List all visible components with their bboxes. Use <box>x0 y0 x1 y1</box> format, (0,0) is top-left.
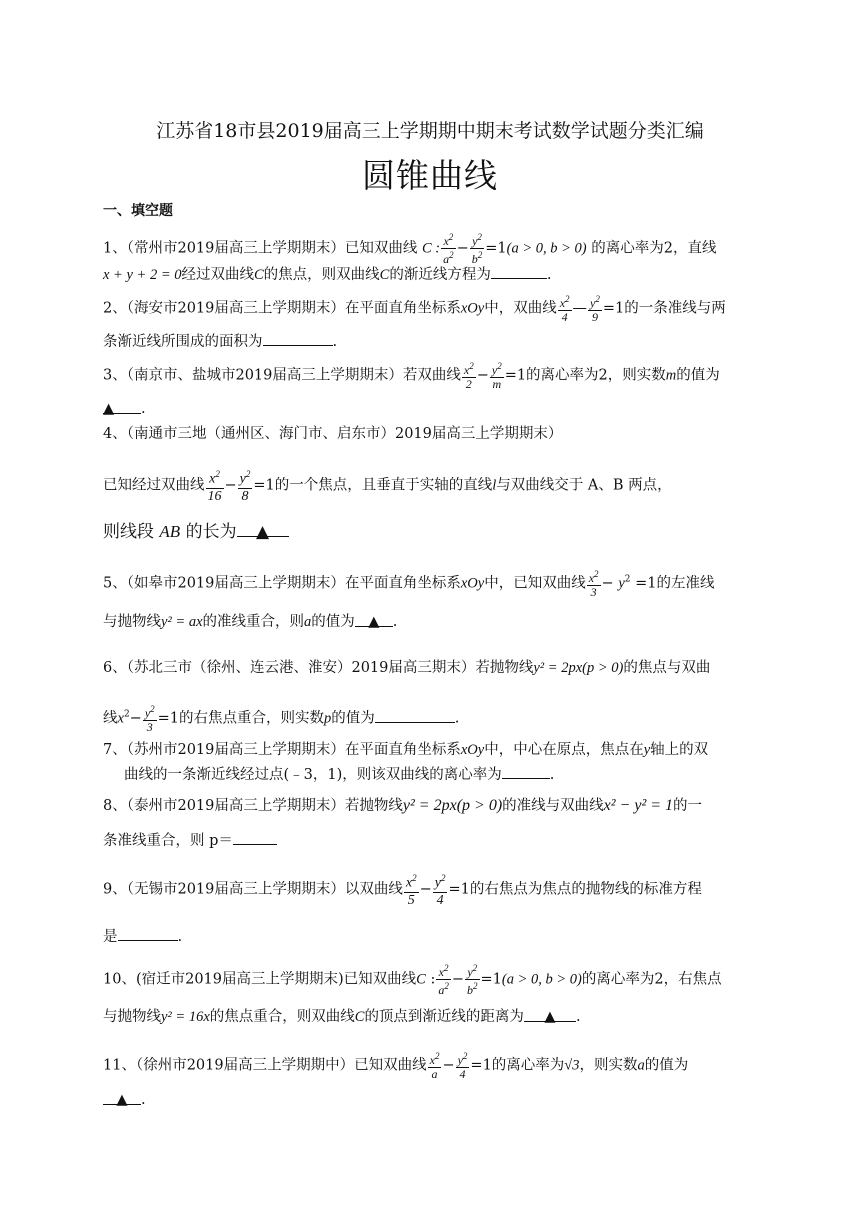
answer-blank[interactable] <box>233 830 277 845</box>
problem-3-line-1: 3、（南京市、盐城市2019届高三上学期期末）若双曲线 $\frac{x^2}{2}$ − $\frac{y^2}{m}$ =1的离心率为2，则实数m的值为 <box>103 361 720 391</box>
problem-1-line-2: x + y + 2 = 0经过双曲线C的焦点，则双曲线C的渐近线方程为 . <box>103 264 763 285</box>
problem-5-line-2: 与抛物线y² = ax的准线重合，则a的值为 ▲ . <box>103 614 398 630</box>
answer-blank[interactable]: ▲ <box>103 399 141 414</box>
problem-4-line-2: 已知经过双曲线 $\frac{x^2}{16}$ − $\frac{y^2}{8}$ =1的一个焦点，且垂直于实轴的直线l与双曲线交于 A、B 两点， <box>103 466 763 505</box>
answer-blank[interactable] <box>263 331 333 346</box>
problem-10-line-1: 10、(宿迁市2019届高三上学期期末)已知双曲线C : $\frac{x^2}{a^2}$ − $\frac{y^2}{b^2}$ =1(a > 0, b > 0)的离心率为2，右焦点 <box>103 963 722 997</box>
problem-5-line-1: 5、（如皋市2019届高三上学期期末）在平面直角坐标系xOy中，已知双曲线 $\frac{x^2}{3}$ − $y^2 =1$的左准线 <box>103 569 715 599</box>
answer-blank[interactable]: ▲ <box>355 612 393 627</box>
problem-6-line-2: 线$x^2-$ $\frac{y^2}{3}$ =1的右焦点重合，则实数p的值为 . <box>103 704 460 734</box>
problem-7-line-1: 7、（苏州市2019届高三上学期期末）在平面直角坐标系xOy中，中心在原点，焦点在y轴上的双 <box>103 742 709 758</box>
problem-9-line-2: 是 . <box>103 926 763 947</box>
problem-8-line-2: 条准线重合，则 p＝ <box>103 830 763 851</box>
answer-blank[interactable] <box>118 926 178 941</box>
problem-11-line-1: 11、（徐州市2019届高三上学期期中）已知双曲线 $\frac{x^2}{a}$ − $\frac{y^2}{4}$ =1的离心率为√3，则实数a的值为 <box>103 1051 689 1081</box>
answer-blank[interactable]: ▲ <box>237 522 289 537</box>
problem-1-line-1: 1、（常州市2019届高三上学期期末）已知双曲线 C : $\frac{x^2}{a^2}$ − $\frac{y^2}{b^2}$ =1(a > 0, b > 0) 的离心率为2，直线 <box>103 232 717 266</box>
problem-8-line-1: 8、（泰州市2019届高三上学期期末）若抛物线y² = 2px(p > 0)的准线与双曲线x² − y² = 1的一 <box>103 797 703 814</box>
answer-blank[interactable] <box>502 764 550 779</box>
answer-blank[interactable] <box>491 264 547 279</box>
answer-blank[interactable]: ▲ <box>524 1007 576 1022</box>
problem-2-line-1: 2、（海安市2019届高三上学期期末）在平面直角坐标系xOy中，双曲线 $\frac{x^2}{4}$ — $\frac{y^2}{9}$ =1的一条准线与两 <box>103 294 726 324</box>
answer-blank[interactable]: ▲ <box>103 1090 141 1105</box>
problem-4-line-1: 4、（南通市三地（通州区、海门市、启东市）2019届高三上学期期末） <box>103 426 563 442</box>
document-subtitle: 圆锥曲线 <box>362 156 498 195</box>
problem-7-line-2: 曲线的一条渐近线经过点(﹣3，1)，则该双曲线的离心率为 . <box>124 764 784 785</box>
problem-3-line-2: ▲ . <box>103 401 146 417</box>
problem-9-line-1: 9、（无锡市2019届高三上学期期末）以双曲线 $\frac{x^2}{5}$ − $\frac{y^2}{4}$ =1的右焦点为焦点的抛物线的标准方程 <box>103 870 763 909</box>
problem-10-line-2: 与抛物线y² = 16x的焦点重合，则双曲线C的顶点到渐近线的距离为 ▲ . <box>103 1009 581 1025</box>
problem-11-line-2: ▲ . <box>103 1090 763 1110</box>
problem-6-line-1: 6、（苏北三市（徐州、连云港、淮安）2019届高三期末）若抛物线y² = 2px(p > 0)的焦点与双曲 <box>103 660 711 676</box>
document-title: 江苏省18市县2019届高三上学期期中期末考试数学试题分类汇编 <box>156 120 704 142</box>
section-heading: 一、填空题 <box>103 203 173 219</box>
problem-4-line-3: 则线段 AB 的长为 ▲ <box>103 522 763 542</box>
problem-2-line-2: 条渐近线所围成的面积为 . <box>103 331 763 352</box>
answer-blank[interactable] <box>375 708 455 723</box>
